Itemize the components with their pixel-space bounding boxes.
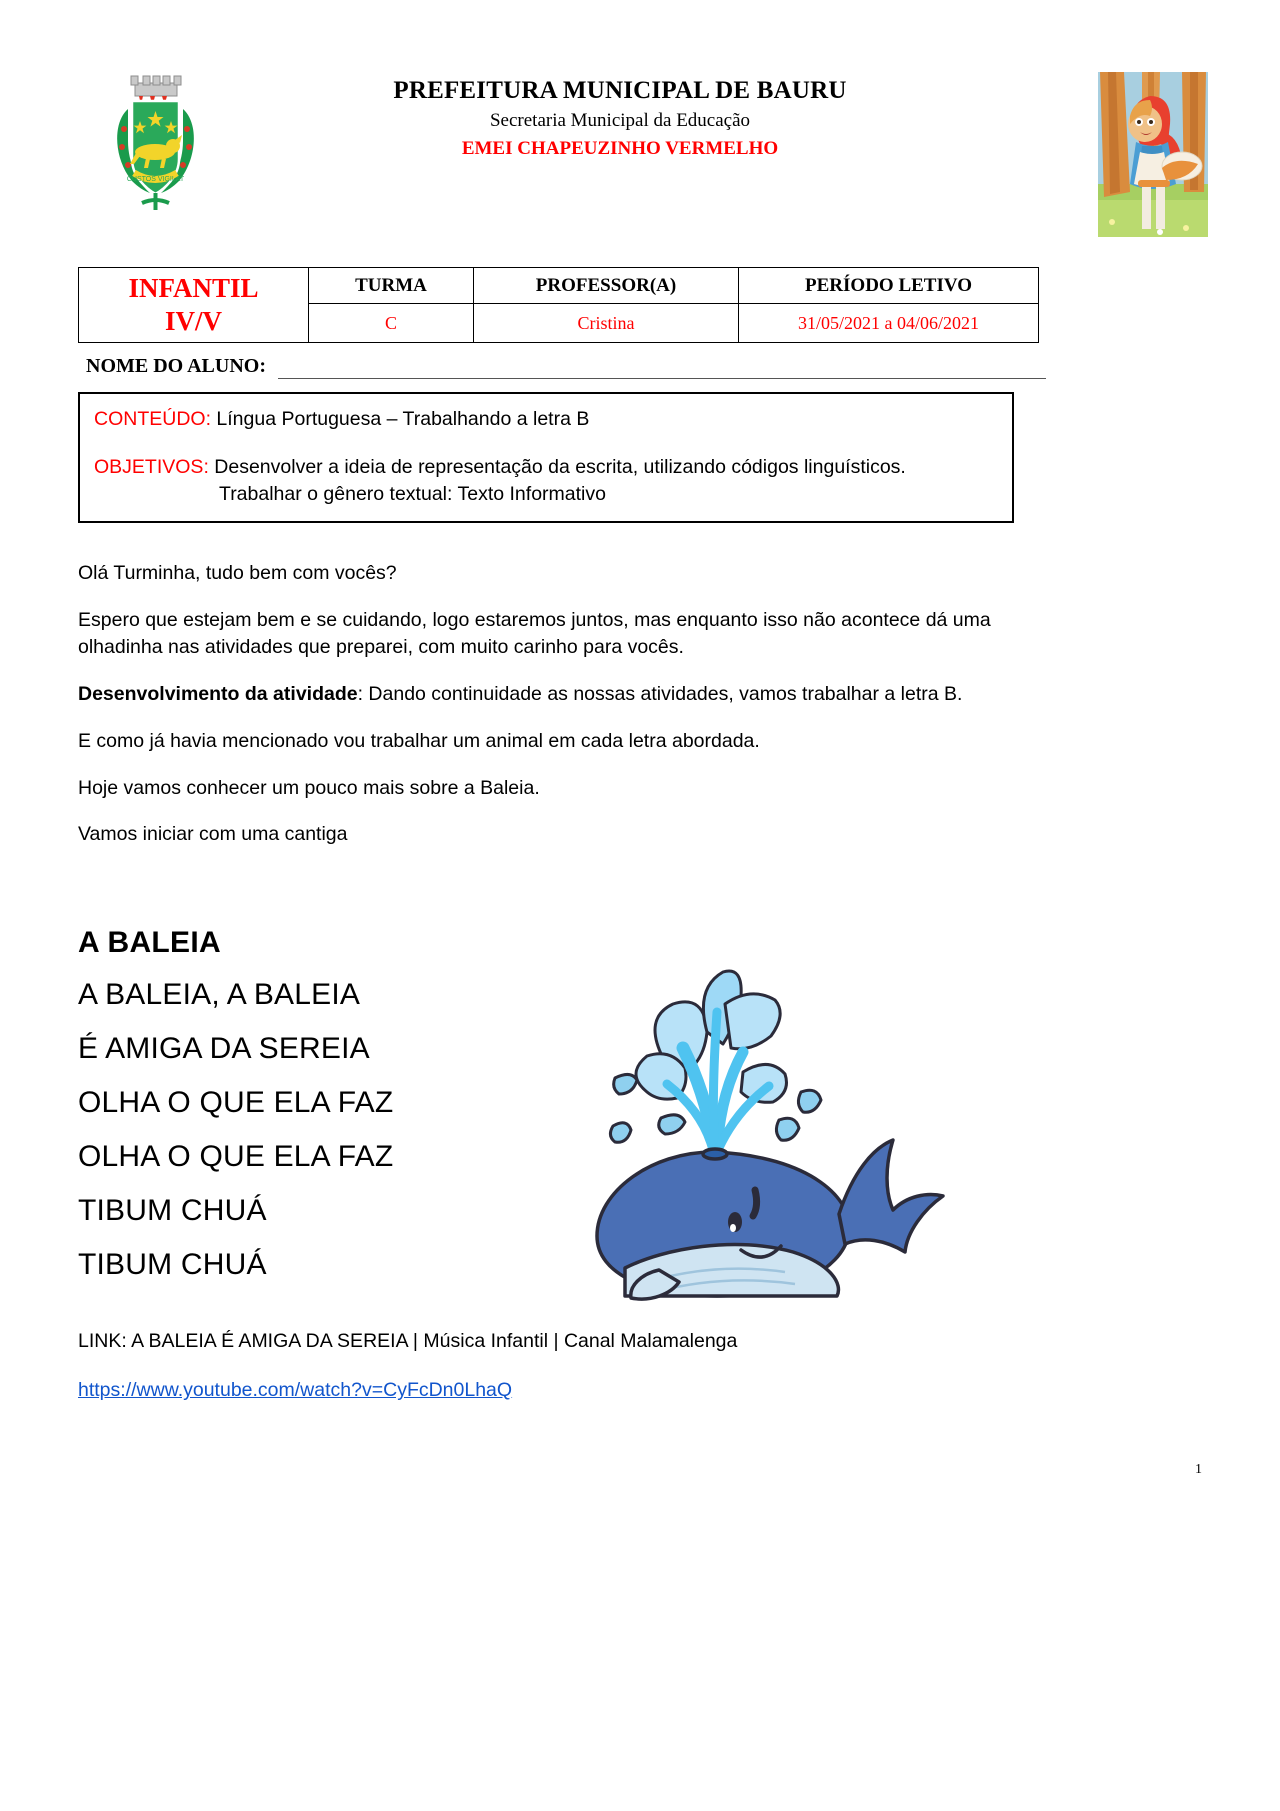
paragraph-greeting: Olá Turminha, tudo bem com vocês? xyxy=(78,562,397,584)
table-row xyxy=(79,268,1039,304)
conteudo-line xyxy=(94,406,998,432)
document-header xyxy=(0,55,1280,255)
header-title-group xyxy=(240,77,1000,162)
svg-text:CUSTOS VIGILAT: CUSTOS VIGILAT xyxy=(126,176,185,183)
body-text-block xyxy=(78,560,1018,868)
bauru-coat-of-arms-icon xyxy=(98,67,213,212)
conteudo-text: Língua Portuguesa – Trabalhando a letra B xyxy=(211,408,590,430)
development-text: : Dando continuidade as nossas atividades, vamos trabalhar a letra B. xyxy=(357,682,963,705)
grade-cell xyxy=(79,268,309,343)
grade-line-1: INFANTIL xyxy=(128,273,259,304)
objetivos-text-2: Trabalhar o gênero textual: Texto Informativo xyxy=(219,482,606,505)
objetivos-line xyxy=(94,454,998,507)
value-periodo-letivo: 31/05/2021 a 04/06/2021 xyxy=(739,304,1039,343)
paragraph-intro: Espero que estejam bem e se cuidando, logo estaremos juntos, mas enquanto isso não acontece dá uma olhadinha nas atividades que preparei, com muito carinho para vocês. xyxy=(78,608,991,658)
song-line-2: É AMIGA DA SEREIA xyxy=(78,1032,370,1065)
value-professor: Cristina xyxy=(474,304,739,343)
conteudo-label: CONTEÚDO: xyxy=(94,408,211,430)
objetivos-text: Desenvolver a ideia de representação da escrita, utilizando códigos linguísticos. xyxy=(208,456,906,479)
song-line-4: OLHA O QUE ELA FAZ xyxy=(78,1140,394,1173)
link-block xyxy=(78,1328,1018,1405)
youtube-link[interactable]: https://www.youtube.com/watch?v=CyFcDn0LhaQ xyxy=(78,1379,513,1402)
content-objectives-box xyxy=(78,392,1014,523)
grade-line-2: IV/V xyxy=(164,306,222,336)
header-turma: TURMA xyxy=(309,268,474,304)
song-line-1: A BALEIA, A BALEIA xyxy=(78,978,361,1011)
song-lyrics-block xyxy=(78,928,548,1304)
student-name-label: NOME DO ALUNO: xyxy=(86,355,266,377)
page-number: 1 xyxy=(1195,1462,1202,1477)
paragraph-development xyxy=(78,681,1018,708)
paragraph-song-intro: Vamos iniciar com uma cantiga xyxy=(78,823,348,846)
header-professor: PROFESSOR(A) xyxy=(474,268,739,304)
paragraph-animal-letter: E como já havia mencionado vou trabalhar um animal em cada letra abordada. xyxy=(78,729,760,752)
song-title: A BALEIA xyxy=(78,926,221,959)
little-red-riding-hood-image xyxy=(1098,72,1208,237)
header-subtitle: Secretaria Municipal da Educação xyxy=(489,109,751,131)
student-name-input[interactable] xyxy=(278,360,1046,379)
whale-illustration xyxy=(555,952,955,1302)
song-line-6: TIBUM CHUÁ xyxy=(78,1248,267,1281)
header-periodo-letivo: PERÍODO LETIVO xyxy=(739,268,1039,304)
paragraph-whale-topic: Hoje vamos conhecer um pouco mais sobre a Baleia. xyxy=(78,776,540,799)
song-line-5: TIBUM CHUÁ xyxy=(78,1194,267,1227)
song-line-3: OLHA O QUE ELA FAZ xyxy=(78,1086,394,1119)
page-title: PREFEITURA MUNICIPAL DE BAURU xyxy=(393,77,847,104)
value-turma: C xyxy=(309,304,474,343)
student-name-row xyxy=(86,355,1046,379)
header-school-name: EMEI CHAPEUZINHO VERMELHO xyxy=(461,138,779,160)
class-info-table xyxy=(78,267,1039,343)
link-description: LINK: A BALEIA É AMIGA DA SEREIA | Música Infantil | Canal Malamalenga xyxy=(78,1330,738,1352)
objetivos-label: OBJETIVOS: xyxy=(94,456,209,479)
development-label: Desenvolvimento da atividade xyxy=(78,682,358,705)
